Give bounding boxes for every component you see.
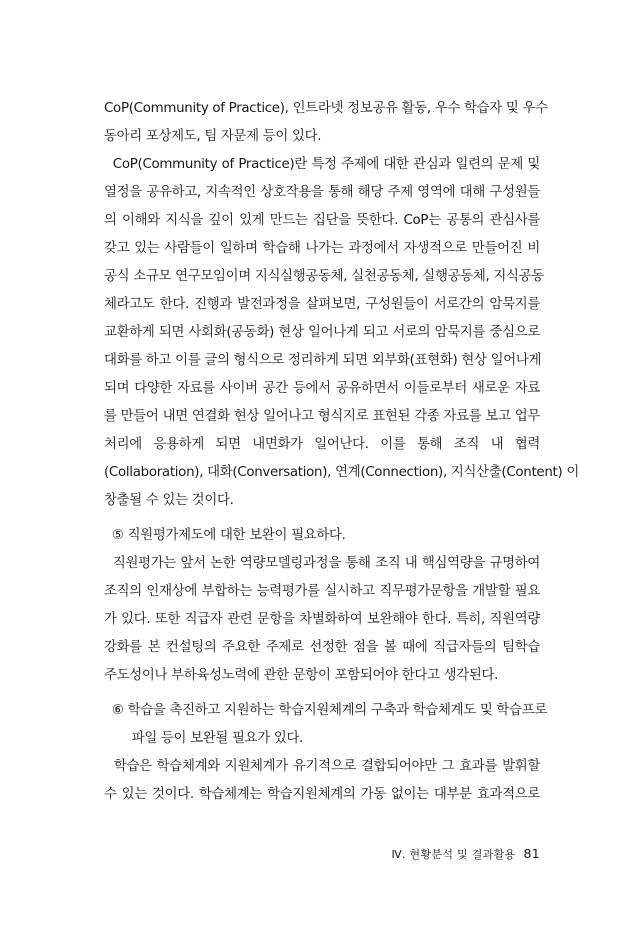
- section-heading: ⑤ 직원평가제도에 대한 보완이 필요하다.: [104, 528, 346, 543]
- text-line: 체라고도 한다. 진행과 발전과정을 살펴보면, 구성원들이 서로간의 암묵지를: [104, 297, 540, 312]
- running-footer-section: Ⅳ. 현황분석 및 결과활용: [391, 848, 516, 861]
- text-line: CoP(Community of Practice)란 특정 주제에 대한 관심과 일련의 문제 및: [104, 157, 540, 172]
- text-line: 학습은 학습체계와 지원체계가 유기적으로 결합되어야만 그 효과를 발휘할: [104, 759, 540, 774]
- text-line: 갖고 있는 사람들이 일하며 학습해 나가는 과정에서 자생적으로 만들어진 비: [104, 241, 540, 256]
- text-line: 동아리 포상제도, 팀 자문제 등이 있다.: [104, 129, 322, 144]
- page-number: 81: [523, 846, 540, 861]
- text-line: 직원평가는 앞서 논한 역량모델링과정을 통해 조직 내 핵심역량을 규명하여: [104, 556, 540, 571]
- text-line: 강화를 본 컨설팅의 주요한 주제로 선정한 점을 볼 때에 직급자들의 팀학습: [104, 640, 540, 655]
- text-line: (Collaboration), 대화(Conversation), 연계(Connection), 지식산출(Content) 이: [104, 465, 580, 480]
- text-line: 교환하게 되면 사회화(공동화) 현상 일어나게 되고 서로의 암묵지를 중심으로: [104, 325, 540, 340]
- text-line: 대화를 하고 이를 글의 형식으로 정리하게 되면 외부화(표현화) 현상 일어나게: [104, 353, 542, 368]
- text-line: 주도성이나 부하육성노력에 관한 문항이 포함되어야 한다고 생각된다.: [104, 668, 499, 683]
- text-line: 열정을 공유하고, 지속적인 상호작용을 통해 해당 주제 영역에 대해 구성원들: [104, 185, 540, 200]
- text-line: 처리에 응용하게 되면 내면화가 일어난다. 이를 통해 조직 내 협력: [104, 437, 540, 452]
- section-heading: ⑥ 학습을 촉진하고 지원하는 학습지원체계의 구축과 학습체계도 및 학습프로: [104, 703, 547, 718]
- text-line: 의 이해와 지식을 깊이 있게 만드는 집단을 뜻한다. CoP는 공통의 관심사를: [104, 213, 540, 228]
- text-line: 가 있다. 또한 직급자 관련 문항을 차별화하여 보완해야 한다. 특히, 직원역량: [104, 612, 540, 627]
- text-line: 되며 다양한 자료를 사이버 공간 등에서 공유하면서 이들로부터 새로운 자료: [104, 381, 540, 396]
- text-line: 조직의 인재상에 부합하는 능력평가를 실시하고 직무평가문항을 개발할 필요: [104, 584, 540, 599]
- section-heading: 파일 등이 보완될 필요가 있다.: [104, 731, 304, 746]
- text-line: CoP(Community of Practice), 인트라넷 정보공유 활동, 우수 학습자 및 우수: [104, 101, 548, 116]
- text-line: 수 있는 것이다. 학습체계는 학습지원체계의 가동 없이는 대부분 효과적으로: [104, 787, 540, 802]
- page-footer: [300, 846, 540, 863]
- text-line: 창출될 수 있는 것이다.: [104, 493, 234, 508]
- text-line: 를 만들어 내면 연결화 현상 일어나고 형식지로 표현된 각종 자료를 보고 업무: [104, 409, 540, 424]
- text-line: 공식 소규모 연구모임이며 지식실행공동체, 실천공동체, 실행공동체, 지식공동: [104, 269, 544, 284]
